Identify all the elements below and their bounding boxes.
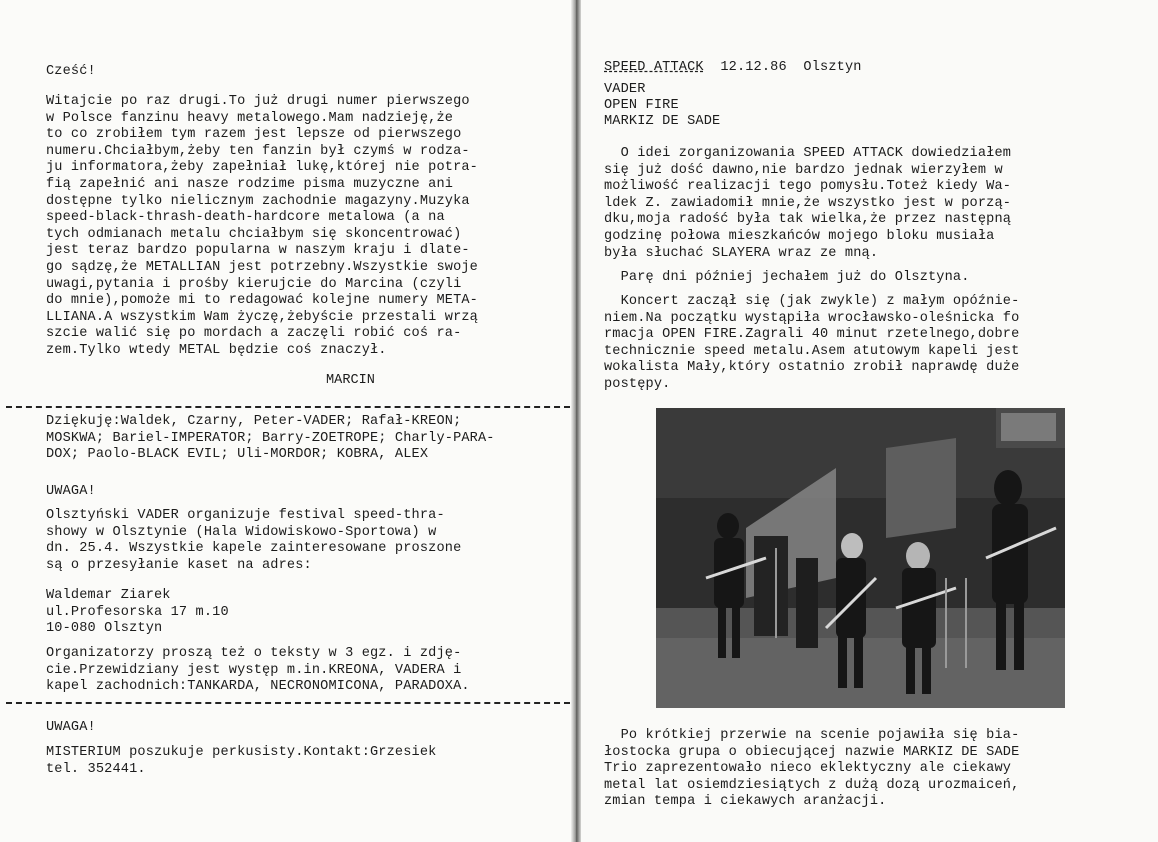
text-line: go sądzę,że METALLIAN jest potrzebny.Wszystkie swoje xyxy=(46,259,478,275)
text-line: DOX; Paolo-BLACK EVIL; Uli-MORDOR; KOBRA, ALEX xyxy=(46,447,429,463)
text-line: dku,moja radość była tak wielka,że przez następną xyxy=(604,212,1012,228)
text-line: jest teraz bardzo popularna w naszym kraju i dlate- xyxy=(46,243,470,259)
event-city: Olsztyn xyxy=(803,60,862,75)
text-line: Olsztyński VADER organizuje festival speed-thra- xyxy=(46,508,445,523)
text-line: się już dość dawno,nie bardzo jednak wierzyłem w xyxy=(604,162,1003,178)
text-line: metal lat osiemdziesiątych z dużą dozą urozmaiceń, xyxy=(604,777,1020,793)
review-paragraph-3 xyxy=(604,294,1019,394)
text-line: Witajcie po raz drugi.To już drugi numer pierwszego xyxy=(46,94,470,109)
text-line: showy w Olsztynie (Hala Widowiskowo-Sportowa) w xyxy=(46,524,437,540)
text-line: 10-080 Olsztyn xyxy=(46,621,163,637)
text-line: ldek Z. zawiadomił mnie,że wszystko jest w porzą- xyxy=(604,195,1012,211)
text-line: zem.Tylko wtedy METAL będzie coś znaczył. xyxy=(46,342,387,358)
text-line: speed-black-thrash-death-hardcore metalowa (a na xyxy=(46,210,445,226)
text-line: tych odmianach metalu chciałbym się skoncentrować) xyxy=(46,226,462,242)
text-line: numeru.Chciałbym,żeby ten fanzin był czymś w rodza- xyxy=(46,143,470,159)
text-line: są o przesyłanie kaset na adres: xyxy=(46,557,312,573)
review-paragraph-1 xyxy=(604,146,1011,262)
text-line: cie.Przewidziany jest występ m.in.KREONA, VADERA i xyxy=(46,662,462,678)
concert-header xyxy=(604,60,862,77)
divider-top xyxy=(6,406,570,408)
review-paragraph-4 xyxy=(604,728,1019,811)
text-line: technicznie speed metalu.Asem atutowym kapeli jest xyxy=(604,343,1020,359)
text-line: ju informatora,żeby zapełniał lukę,której nie potra- xyxy=(46,160,478,176)
text-line: postępy. xyxy=(604,376,671,392)
text-line: Organizatorzy proszą też o teksty w 3 egz. i zdję- xyxy=(46,646,462,661)
band-item: MARKIZ DE SADE xyxy=(604,114,721,129)
text-line: ul.Profesorska 17 m.10 xyxy=(46,604,229,620)
band-on-stage-image xyxy=(656,408,1065,708)
notice1-text xyxy=(46,508,461,574)
text-line: do mnie),pomoże mi to redagować kolejne numery META- xyxy=(46,293,478,309)
text-line: niem.Na początku wystąpiła wrocławsko-oleśnicka fo xyxy=(604,310,1020,326)
text-line: zmian tempa i ciekawych aranżacji. xyxy=(604,794,887,810)
text-line: Dziękuję:Waldek, Czarny, Peter-VADER; Rafał-KREON; xyxy=(46,414,462,429)
notice1-extra-text xyxy=(46,646,470,696)
text-line: kapel zachodnich:TANKARDA, NECRONOMICONA, PARADOXA. xyxy=(46,679,470,695)
greeting: Cześć! xyxy=(46,64,96,79)
notice1-title: UWAGA! xyxy=(46,484,96,499)
page-fold xyxy=(571,0,581,842)
band-item: VADER xyxy=(604,82,646,97)
festival-address xyxy=(46,588,229,638)
signature: MARCIN xyxy=(326,373,375,388)
divider-bottom xyxy=(6,702,570,704)
band-list xyxy=(604,82,720,130)
text-line: Koncert zaczął się (jak zwykle) z małym opóźnie- xyxy=(604,294,1020,309)
thanks-text xyxy=(46,414,495,464)
text-line: wokalista Mały,który ostatnio zrobił naprawdę duże xyxy=(604,360,1020,376)
review-paragraph-2 xyxy=(604,270,970,287)
text-line: Po krótkiej przerwie na scenie pojawiła się bia- xyxy=(604,728,1020,743)
text-line: łostocka grupa o obiecującej nazwie MARKIZ DE SADE xyxy=(604,744,1020,760)
text-line: rmacja OPEN FIRE.Zagrali 40 minut rzetelnego,dobre xyxy=(604,327,1020,343)
text-line: dostępne tylko nielicznym zachodnie magazyny.Muzyka xyxy=(46,193,470,209)
text-line: możliwość realizacji tego pomysłu.Toteż kiedy Wa- xyxy=(604,179,1012,195)
text-line: dn. 25.4. Wszystkie kapele zainteresowane proszone xyxy=(46,541,462,557)
notice2-title: UWAGA! xyxy=(46,720,96,735)
text-line: fią zapełnić ani nasze rodzime pisma muzyczne ani xyxy=(46,176,454,192)
text-line: szcie walić się po mordach a zaczęli robić coś ra- xyxy=(46,326,462,342)
concert-photo xyxy=(656,408,1065,708)
text-line: uwagi,pytania i prośby kierujcie do Marcina (czyli xyxy=(46,276,462,292)
text-line: Parę dni później jechałem już do Olsztyna. xyxy=(604,270,970,285)
band-item: OPEN FIRE xyxy=(604,98,679,113)
text-line: Waldemar Ziarek xyxy=(46,588,171,603)
text-line: w Polsce fanzinu heavy metalowego.Mam nadzieję,że xyxy=(46,110,454,126)
text-line: MISTERIUM poszukuje perkusisty.Kontakt:Grzesiek xyxy=(46,745,437,760)
event-name: SPEED ATTACK xyxy=(604,60,704,75)
text-line: była słuchać SLAYERA wraz ze mną. xyxy=(604,245,879,261)
intro-text xyxy=(46,94,478,360)
text-line: MOSKWA; Bariel-IMPERATOR; Barry-ZOETROPE; Charly-PARA- xyxy=(46,430,495,446)
text-line: Trio zaprezentowało nieco eklektyczny ale ciekawy xyxy=(604,761,1012,777)
text-line: godzinę połowa mieszkańców mojego bloku musiała xyxy=(604,228,995,244)
text-line: LLIANA.A wszystkim Wam życzę,żebyście przestali wrzą xyxy=(46,309,478,325)
text-line: O idei zorganizowania SPEED ATTACK dowiedziałem xyxy=(604,146,1012,161)
notice2-text xyxy=(46,745,436,778)
text-line: to co zrobiłem tym razem jest lepsze od pierwszego xyxy=(46,127,462,143)
event-date: 12.12.86 xyxy=(720,60,787,75)
text-line: tel. 352441. xyxy=(46,761,146,777)
